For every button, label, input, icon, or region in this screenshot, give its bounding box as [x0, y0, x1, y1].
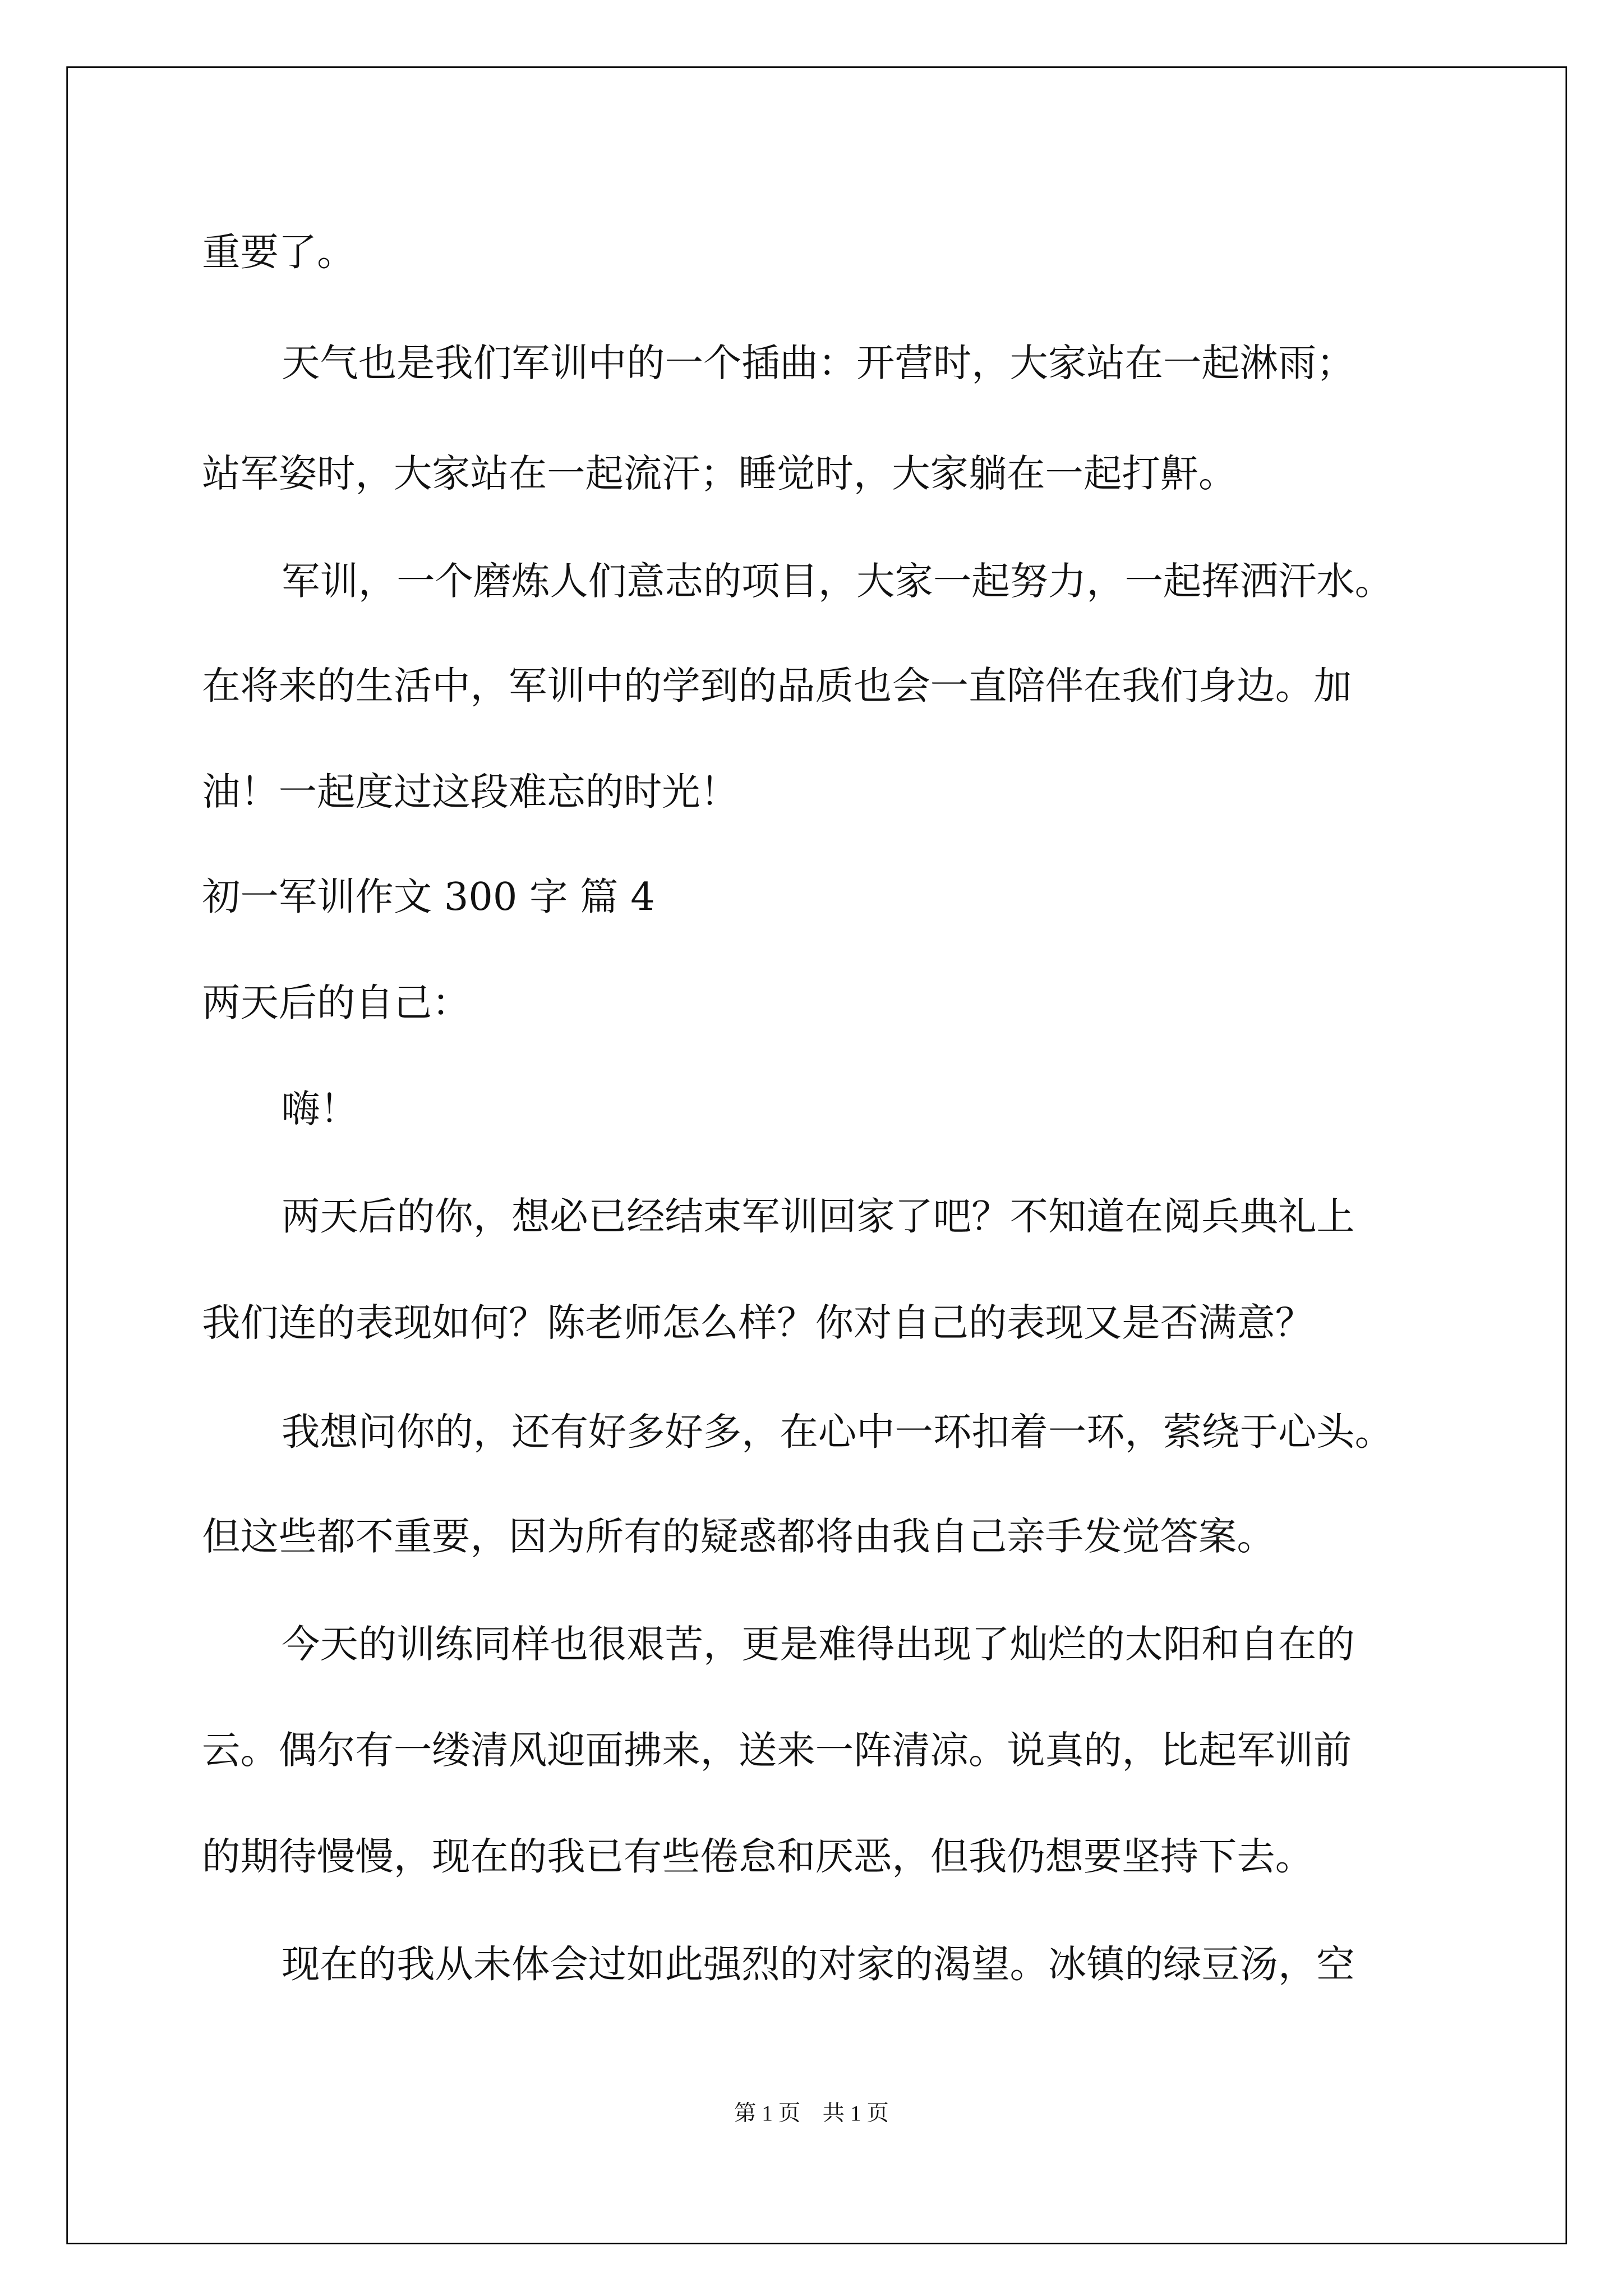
text-line: 在将来的生活中，军训中的学到的品质也会一直陪伴在我们身边。加	[202, 665, 1352, 710]
text-line: 重要了。	[202, 231, 356, 276]
text-line: 站军姿时，大家站在一起流汗；睡觉时，大家躺在一起打鼾。	[202, 452, 1237, 497]
text-line: 两天后的你，想必已经结束军训回家了吧？不知道在阅兵典礼上	[282, 1195, 1355, 1240]
salutation: 两天后的自己：	[202, 982, 471, 1027]
text-line: 云。偶尔有一缕清风迎面拂来，送来一阵清凉。说真的，比起军训前	[202, 1729, 1352, 1774]
text-line: 我想问你的，还有好多好多，在心中一环扣着一环，萦绕于心头。	[282, 1411, 1394, 1456]
text-line: 嗨！	[282, 1088, 358, 1133]
text-line: 军训，一个磨炼人们意志的项目，大家一起努力，一起挥洒汗水。	[282, 560, 1394, 605]
text-line: 今天的训练同样也很艰苦，更是难得出现了灿烂的太阳和自在的	[282, 1623, 1355, 1668]
text-line: 油！一起度过这段难忘的时光！	[202, 771, 739, 816]
text-line: 现在的我从未体会过如此强烈的对家的渴望。冰镇的绿豆汤，空	[282, 1943, 1355, 1988]
section-heading: 初一军训作文 300 字 篇 4	[202, 876, 655, 921]
text-line: 天气也是我们军训中的一个插曲：开营时，大家站在一起淋雨；	[282, 342, 1355, 386]
text-line: 的期待慢慢，现在的我已有些倦怠和厌恶，但我仍想要坚持下去。	[202, 1835, 1314, 1880]
text-line: 我们连的表现如何？陈老师怎么样？你对自己的表现又是否满意？	[202, 1302, 1314, 1346]
text-line: 但这些都不重要，因为所有的疑惑都将由我自己亲手发觉答案。	[202, 1516, 1275, 1560]
page-footer: 第 1 页 共 1 页	[734, 2102, 889, 2127]
